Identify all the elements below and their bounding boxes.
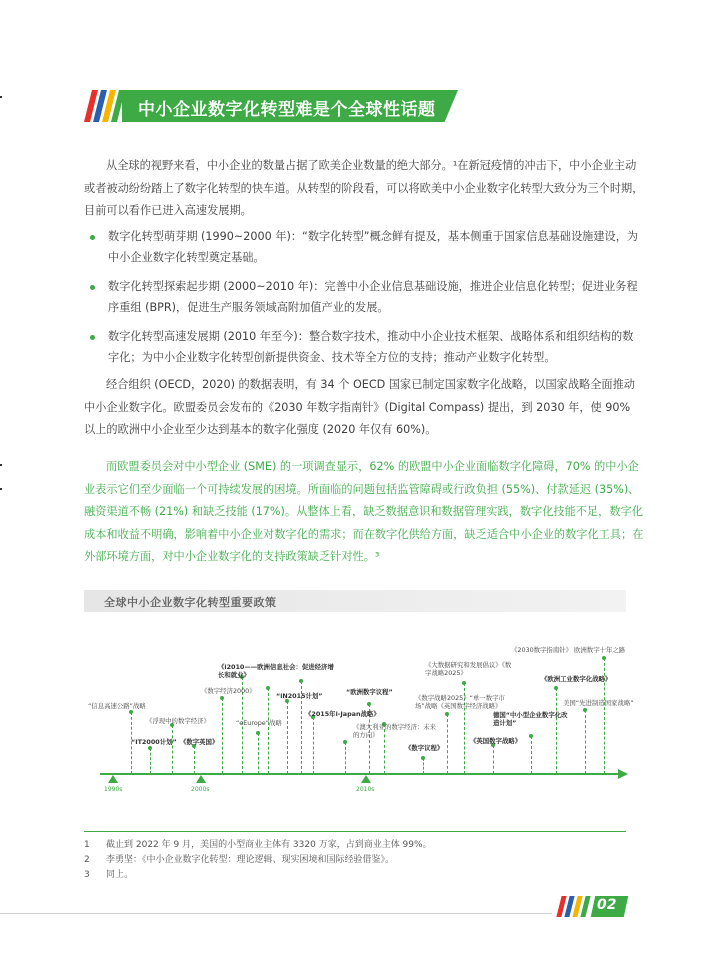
footnote-text: 同上。 <box>106 870 134 880</box>
footnote <box>84 867 133 880</box>
timeline-node <box>148 746 152 750</box>
timeline-title: 全球中小企业数字化转型重要政策 <box>104 596 277 609</box>
edge-mark <box>0 488 2 490</box>
policy-label: 《欧洲工业数字化战略》 <box>541 675 612 683</box>
bullet-text: 数字化转型探索起步期 (2000~2010 年)：完善中小企业信息基础设施，推进企业信息化转型；促进业务程序重组 (BPR)，促进生产服务领域高附加值产业的发展。 <box>108 280 638 314</box>
policy-label: 《数字战略2025》“单一数字市场”战略《英国数字经济战略》 <box>415 694 505 710</box>
year-label: 2000s <box>191 786 210 793</box>
policy-label: 美国“先进制造国家战略” <box>563 699 634 707</box>
oecd-paragraph: 经合组织 (OECD，2020) 的数据表明，有 34 个 OECD 国家已制定国家数字化战略，以国家战略全面推动中小企业数字化。欧盟委员会发布的《2030 年数字指南针》(Digital Compass) 提出，到 2030 年，使 90% 以上的欧洲中小企业至少达到基本的数字化强度 (2020 年仅有 60%)。 <box>84 378 635 436</box>
policy-label: 《澳大利亚的数字经济：未来的方向》 <box>353 723 437 739</box>
timeline-node <box>445 712 449 716</box>
footnote-number: 3 <box>84 870 90 880</box>
footnote-text: 李勇坚：《中小企业数字化转型：理论逻辑、现实困境和国际经验借鉴》。 <box>106 855 395 865</box>
policy-label: 《2015年i-Japan战略》 <box>305 710 380 718</box>
timeline-node <box>583 708 587 712</box>
timeline-node <box>462 681 466 685</box>
policy-label: “IT2000计划” <box>131 738 177 746</box>
timeline-node <box>220 696 224 700</box>
era-marker <box>196 775 206 783</box>
policy-label: 《数字经济2000》 <box>201 687 256 695</box>
policy-label: 《英国数字战略》 <box>470 737 522 745</box>
footnote <box>84 852 394 865</box>
survey-paragraph: 而欧盟委员会对中小型企业 (SME) 的一项调查显示，62% 的欧盟中小企业面临数字化障碍，70% 的中小企业表示它们至少面临一个可持续发展的困境。所面临的问题包括监管障碍或行政负担 (55%)、付款延迟 (35%)、融资渠道不畅 (21%) 和缺乏技能 (17%)。从整体上看，缺乏数据意识和数据管理实践，数字化技能不足，数字化成本和收益不明确，影响着中小企业对数字化的需求；而在数字化供给方面，缺乏适合中小企业的数字化工具；在外部环境方面，对中小企业数字化的支持政策缺乏针对性。³ <box>84 460 644 563</box>
timeline-node <box>256 731 260 735</box>
footnote-number: 2 <box>84 855 90 865</box>
policy-label: “信息高速公路”战略 <box>88 702 146 710</box>
policy-label: 《数字议程》 <box>405 744 444 752</box>
page-title: 中小企业数字化转型难是个全球性话题 <box>138 100 436 120</box>
footer-rule <box>0 913 552 914</box>
footnote <box>84 837 432 850</box>
policy-label: 《i2010——欧洲信息社会：促进经济增长和就业》 <box>218 663 334 679</box>
bullet-dot <box>90 335 95 340</box>
page-number: 02 <box>597 897 617 913</box>
policy-label: 德国“中小型企业数字化改造计划” <box>493 711 568 727</box>
timeline-node <box>602 656 606 660</box>
timeline-node <box>554 686 558 690</box>
bullet-dot <box>90 285 95 290</box>
policy-label: “iN2015计划” <box>276 692 323 700</box>
timeline-node <box>299 679 303 683</box>
bullet-dot <box>90 235 95 240</box>
era-marker <box>108 775 118 783</box>
timeline-node <box>529 734 533 738</box>
policy-label: “eEurope”战略 <box>236 719 282 727</box>
policy-label: 《浮现中的数字经济》 <box>146 717 210 725</box>
policy-label: “欧洲数字议程” <box>346 688 393 696</box>
bullet-text: 数字化转型萌芽期 (1990~2000 年)：“数字化转型”概念鲜有提及，基本侧重于国家信息基础设施建设，为中小企业数字化转型奠定基础。 <box>108 230 639 264</box>
policy-label: 《大数据研究和发展倡议》《数字战略2025》 <box>425 661 512 677</box>
bullet-text: 数字化转型高速发展期 (2010 年至今)：整合数字技术，推动中小企业技术框架、战略体系和组织结构的数字化；为中小企业数字化转型创新提供资金、技术等全方位的支持；推动产业数字化转型。 <box>108 330 634 364</box>
year-label: 2010s <box>356 786 375 793</box>
timeline-node <box>266 686 270 690</box>
year-label: 1990s <box>104 786 123 793</box>
intro-paragraph: 从全球的视野来看，中小企业的数量占据了欧美企业数量的绝大部分。¹在新冠疫情的冲击下，中小企业主动或者被动纷纷踏上了数字化转型的快车道。从转型的阶段看，可以将欧美中小企业数字化转型大致分为三个时期，目前可以看作已进入高速发展期。 <box>84 159 644 217</box>
timeline-node <box>421 756 425 760</box>
timeline-node <box>343 740 347 744</box>
footnote-divider <box>84 831 626 832</box>
edge-mark <box>0 96 2 98</box>
policy-label: 《数字英国》 <box>180 738 219 746</box>
policy-label: 《2030数字指南针》 欧洲数字十年之路 <box>511 646 626 654</box>
footnote-text: 截止到 2022 年 9 月，美国的小型商业主体有 3320 万家，占到商业主体 99%。 <box>106 840 432 850</box>
timeline-node <box>367 702 371 706</box>
timeline-node <box>129 710 133 714</box>
footnote-number: 1 <box>84 840 90 850</box>
era-marker <box>361 775 371 783</box>
edge-mark <box>0 464 2 466</box>
